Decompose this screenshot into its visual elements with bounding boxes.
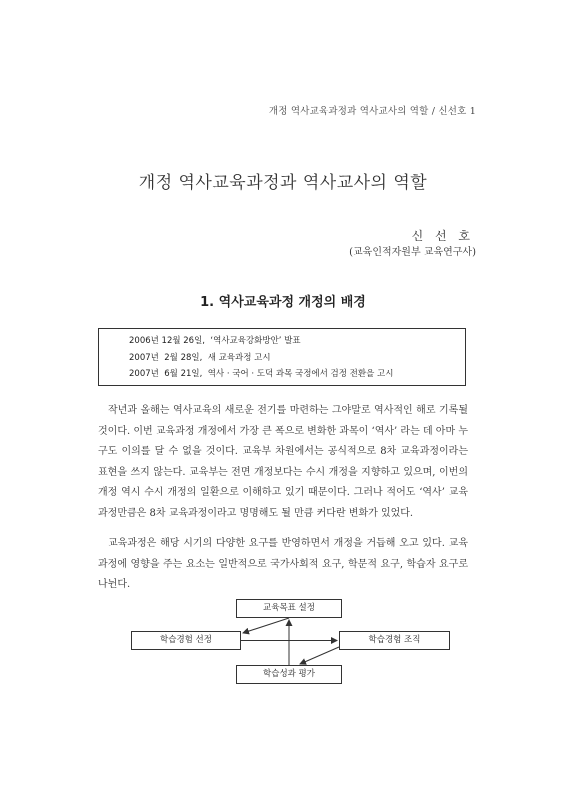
running-header: 개정 역사교육과정과 역사교사의 역할 / 신선호 1 xyxy=(268,106,476,117)
arrow-right-to-bottom xyxy=(300,647,339,664)
timeline-entry: 2006년 12월 26일, ‘역사교육강화방안’ 발표 xyxy=(129,336,301,346)
timeline-box xyxy=(98,328,466,386)
node-outcome-evaluation: 학습성과 평가 xyxy=(236,665,342,684)
node-goal-setting: 교육목표 설정 xyxy=(236,599,342,618)
author-affiliation: (교육인적자원부 교육연구사) xyxy=(349,247,476,258)
timeline-entry: 2007년 2월 28일, 새 교육과정 고시 xyxy=(129,352,271,363)
document-title: 개정 역사교육과정과 역사교사의 역할 xyxy=(138,173,428,193)
body-paragraph: 교육과정은 해당 시기의 다양한 요구를 반영하면서 개정을 거듭해 오고 있다. 교육과정에 영향을 주는 요소는 일반적으로 국가사회적 요구, 학문적 요구, 학습자 요구로 나뉜다. xyxy=(98,538,468,590)
node-experience-organization: 학습경험 조직 xyxy=(339,631,450,650)
timeline-entry: 2007년 6월 21일, 역사 · 국어 · 도덕 과목 국정에서 검정 전환을 고시 xyxy=(129,369,394,379)
curriculum-cycle-diagram xyxy=(0,595,566,695)
author-name: 신 선 호 xyxy=(411,229,474,243)
arrow-top-to-left xyxy=(243,618,289,633)
node-experience-selection: 학습경험 선정 xyxy=(131,631,241,650)
section-heading: 1. 역사교육과정 개정의 배경 xyxy=(200,295,366,310)
body-paragraph: 작년과 올해는 역사교육의 새로운 전기를 마련하는 그야말로 역사적인 해로 기록될 것이다. 이번 교육과정 개정에서 가장 큰 폭으로 변화한 과목이 ‘역사’ 라는 데 아마 누구도 이의를 달 수 없을 것이다. 교육부 차원에서는 공식적으로 8차 교육과정이라는 표현을 쓰지 않는다. 교육부는 전면 개정보다는 수시 개정을 지향하고 있으며, 이번의 개정 역시 수시 개정의 일환으로 이해하고 있기 때문이다. 그러나 적어도 ‘역사’ 교육과정만큼은 8차 교육과정이라고 명명해도 될 만큼 커다란 변화가 있었다. xyxy=(98,405,468,519)
